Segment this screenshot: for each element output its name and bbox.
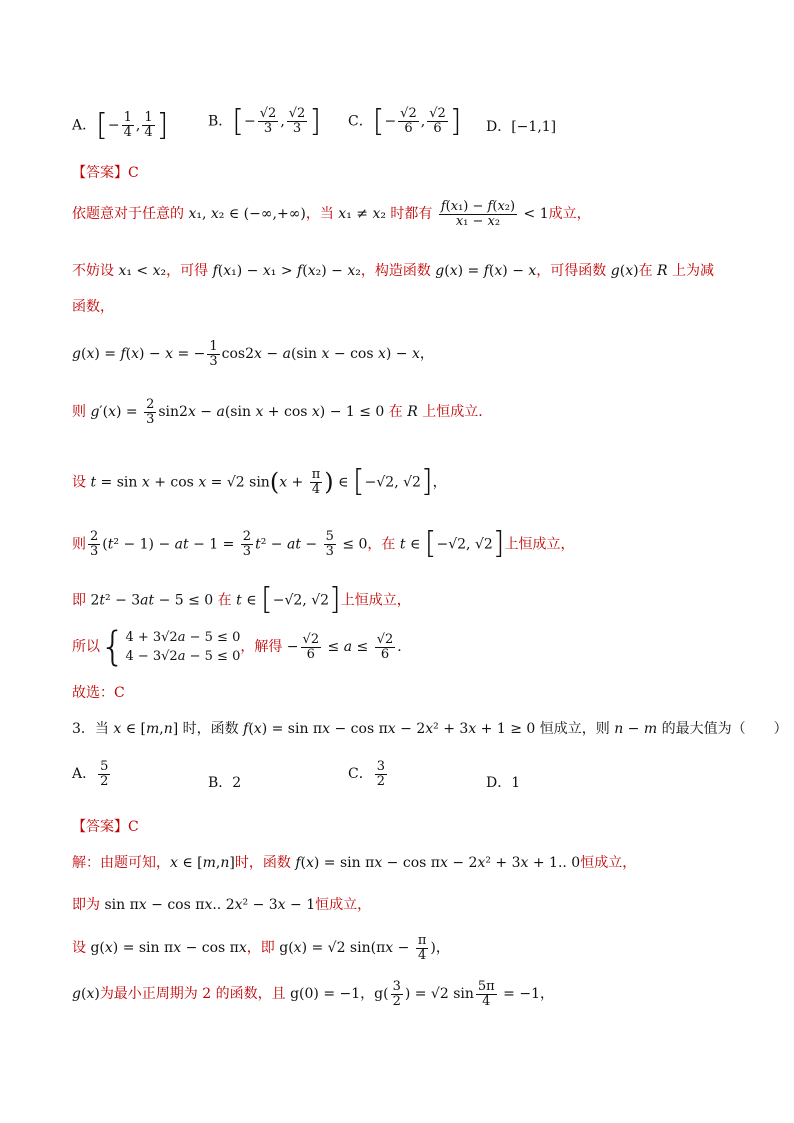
solution-line-1: 依题意对于任意的 x₁, x₂ ∈ (−∞,+∞)，当 x₁ ≠ x₂ 时都有 $\frac{\text{f(x₁) − f(x₂)}}{\text{x₁ − x₂}}$ < 1成立，: [72, 199, 591, 229]
option-b: B．[− $\frac{√2}{3}$ , $\frac{√2}{3}$ ]: [208, 104, 322, 139]
q3-solution-line-2: 即为 sin πx − cos πx.. 2x² − 3x − 1恒成立，: [72, 897, 372, 913]
option-a: A．[− $\frac{1}{4}$ , $\frac{1}{4}$ ]: [72, 108, 169, 143]
solution-line-9: 所以{ 4 + 3√2a − 5 ≤ 0 4 − 3√2a − 5 ≤ 0 ，解得 − $\frac{√2}{6}$ ≤ a ≤ $\frac{√2}{6}$ .: [72, 624, 402, 670]
q3-solution-line-1: 解：由题可知，x ∈ [m,n]时，函数 f(x) = sin πx − cos πx − 2x² + 3x + 1.. 0恒成立，: [72, 855, 637, 871]
q3-option-c: C． $\frac{3}{2}$: [348, 759, 385, 789]
answer-label: 【答案】C: [72, 165, 139, 181]
solution-line-10: 故选：C: [72, 685, 125, 701]
solution-line-7: 则 $\frac{2}{3}$ (t² − 1) − at − 1 = $\frac{2}{3}$ t² − at − $\frac{5}{3}$ ≤ 0，在 t ∈ [−√2, √2]上恒成立，: [72, 526, 575, 561]
option-c: C．[− $\frac{√2}{6}$ , $\frac{√2}{6}$ ]: [348, 104, 462, 139]
solution-line-8: 即 2t² − 3at − 5 ≤ 0 在 t ∈ [−√2, √2]上恒成立，: [72, 582, 411, 617]
question-3-stem: 3．当 x ∈ [m,n] 时，函数 f(x) = sin πx − cos πx − 2x² + 3x + 1 ≥ 0 恒成立，则 n − m 的最大值为（ ）: [72, 721, 788, 737]
q3-answer-label: 【答案】C: [72, 819, 139, 835]
solution-line-4: g(x) = f(x) − x = − $\frac{1}{3}$ cos2x − a(sin x − cos x) − x，: [72, 339, 434, 369]
solution-line-3: 函数，: [72, 299, 114, 315]
option-d: D．[−1,1]: [486, 119, 557, 135]
solution-line-5: 则 g′(x) = $\frac{2}{3}$ sin2x − a(sin x + cos x) − 1 ≤ 0 在 R 上恒成立.: [72, 397, 483, 427]
solution-line-2: 不妨设 x₁ < x₂，可得 f(x₁) − x₁ > f(x₂) − x₂，构造函数 g(x) = f(x) − x，可得函数 g(x)在 R 上为减: [72, 263, 715, 279]
q3-option-b: B．2: [208, 775, 242, 791]
q3-option-d: D．1: [486, 775, 521, 791]
solution-line-6: 设 t = sin x + cos x = √2 sin(x + $\frac{\pi}{4}$ ) ∈ [−√2, √2]，: [72, 464, 447, 499]
q3-option-a: A． $\frac{5}{2}$: [72, 759, 109, 789]
q3-solution-line-3: 设 g(x) = sin πx − cos πx，即 g(x) = √2 sin(πx − $\frac{\pi}{4}$ )，: [72, 933, 450, 963]
q3-solution-line-4: g(x)为最小正周期为 2 的函数，且 g(0) = −1，g( $\frac{3}{2}$ ) = √2 sin $\frac{5\pi}{4}$ = −1，: [72, 979, 555, 1009]
